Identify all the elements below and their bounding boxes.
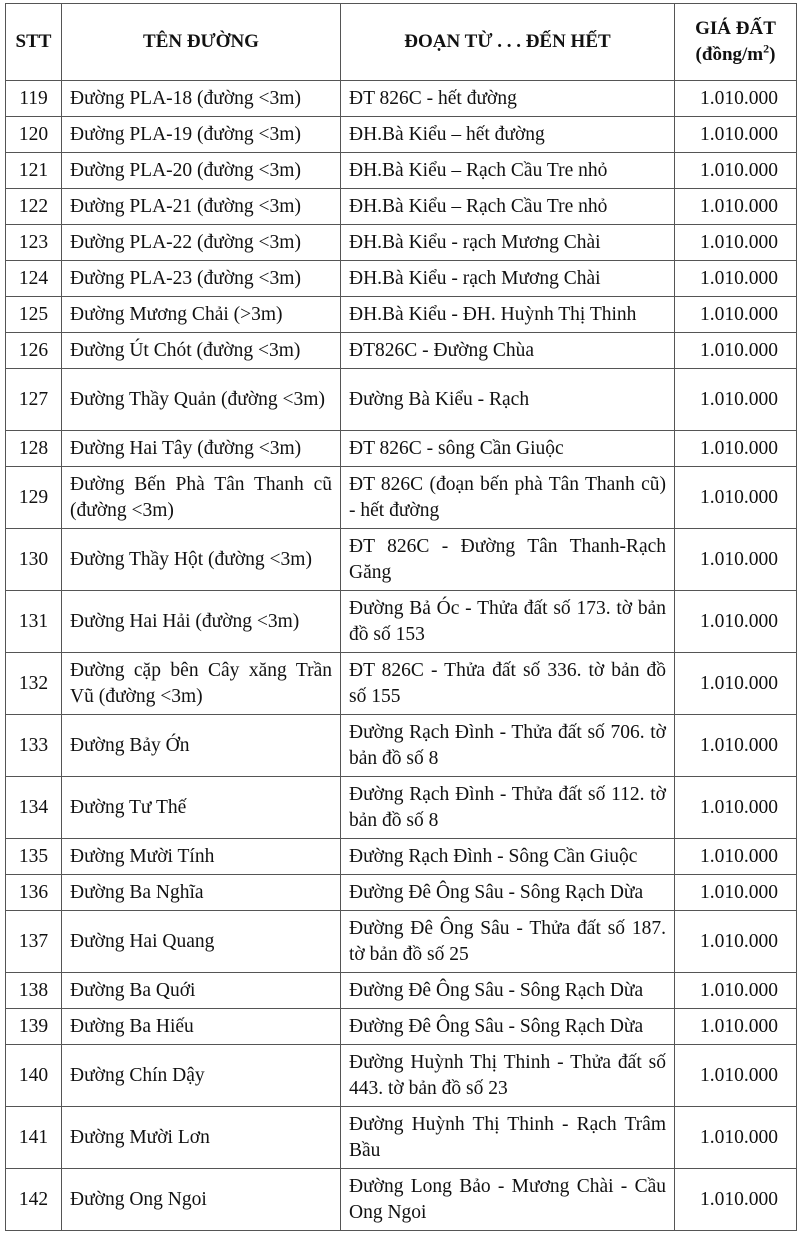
row-route-segment: Đường Bả Óc - Thửa đất số 173. tờ bản đồ số 153 — [341, 591, 675, 653]
table-row — [6, 369, 797, 431]
row-land-price: 1.010.000 — [675, 591, 797, 653]
row-street-name: Đường Thầy Hột (đường <3m) — [62, 529, 341, 591]
header-land-price-unit: $(đồng/m^2)$ — [695, 41, 776, 65]
header-street-name: TÊN ĐƯỜNG — [62, 4, 341, 81]
row-street-name: Đường cặp bên Cây xăng Trần Vũ (đường <3m) — [62, 653, 341, 715]
row-route-segment: ĐT 826C (đoạn bến phà Tân Thanh cũ) - hết đường — [341, 467, 675, 529]
row-street-name: Đường Bến Phà Tân Thanh cũ (đường <3m) — [62, 467, 341, 529]
row-street-name: Đường Hai Hải (đường <3m) — [62, 591, 341, 653]
row-route-segment: ĐH.Bà Kiểu - rạch Mương Chài — [341, 261, 675, 297]
row-route-segment: ĐH.Bà Kiểu – Rạch Cầu Tre nhỏ — [341, 153, 675, 189]
row-route-segment: Đường Long Bảo - Mương Chài - Cầu Ong Ngoi — [341, 1169, 675, 1231]
row-land-price: 1.010.000 — [675, 431, 797, 467]
row-land-price: 1.010.000 — [675, 117, 797, 153]
row-street-name: Đường Út Chót (đường <3m) — [62, 333, 341, 369]
row-street-name: Đường PLA-22 (đường <3m) — [62, 225, 341, 261]
row-street-name: Đường Ba Nghĩa — [62, 875, 341, 911]
row-stt: 142 — [6, 1169, 62, 1231]
row-stt: 132 — [6, 653, 62, 715]
row-route-segment: ĐH.Bà Kiểu - ĐH. Huỳnh Thị Thinh — [341, 297, 675, 333]
row-stt: 139 — [6, 1009, 62, 1045]
row-stt: 141 — [6, 1107, 62, 1169]
row-land-price: 1.010.000 — [675, 467, 797, 529]
row-land-price: 1.010.000 — [675, 1169, 797, 1231]
row-street-name: Đường Thầy Quản (đường <3m) — [62, 369, 341, 431]
row-street-name: Đường Ba Quới — [62, 973, 341, 1009]
row-land-price: 1.010.000 — [675, 777, 797, 839]
row-land-price: 1.010.000 — [675, 1107, 797, 1169]
table-row — [6, 973, 797, 1009]
table-row — [6, 225, 797, 261]
row-street-name: Đường PLA-21 (đường <3m) — [62, 189, 341, 225]
row-stt: 136 — [6, 875, 62, 911]
row-route-segment: ĐT826C - Đường Chùa — [341, 333, 675, 369]
row-stt: 130 — [6, 529, 62, 591]
row-land-price: 1.010.000 — [675, 225, 797, 261]
table-row — [6, 297, 797, 333]
table-row — [6, 839, 797, 875]
row-street-name: Đường Mười Lơn — [62, 1107, 341, 1169]
row-street-name: Đường Tư Thế — [62, 777, 341, 839]
table-row — [6, 1107, 797, 1169]
row-street-name: Đường Chín Dậy — [62, 1045, 341, 1107]
row-route-segment: Đường Huỳnh Thị Thinh - Rạch Trâm Bầu — [341, 1107, 675, 1169]
table-row — [6, 1169, 797, 1231]
row-stt: 134 — [6, 777, 62, 839]
row-street-name: Đường Ba Hiếu — [62, 1009, 341, 1045]
row-stt: 120 — [6, 117, 62, 153]
header-land-price-title: GIÁ ĐẤT — [695, 18, 776, 39]
row-stt: 138 — [6, 973, 62, 1009]
row-street-name: Đường PLA-19 (đường <3m) — [62, 117, 341, 153]
table-row — [6, 715, 797, 777]
table-row — [6, 431, 797, 467]
row-route-segment: ĐT 826C - sông Cần Giuộc — [341, 431, 675, 467]
table-row — [6, 911, 797, 973]
table-row — [6, 875, 797, 911]
table-body — [6, 81, 797, 1231]
row-route-segment: ĐT 826C - hết đường — [341, 81, 675, 117]
header-stt: STT — [6, 4, 62, 81]
row-stt: 140 — [6, 1045, 62, 1107]
table-row — [6, 591, 797, 653]
row-route-segment: Đường Đê Ông Sâu - Sông Rạch Dừa — [341, 973, 675, 1009]
row-route-segment: Đường Đê Ông Sâu - Thửa đất số 187. tờ bản đồ số 25 — [341, 911, 675, 973]
row-route-segment: ĐT 826C - Đường Tân Thanh-Rạch Găng — [341, 529, 675, 591]
row-route-segment: Đường Đê Ông Sâu - Sông Rạch Dừa — [341, 1009, 675, 1045]
row-route-segment: Đường Rạch Đình - Thửa đất số 706. tờ bản đồ số 8 — [341, 715, 675, 777]
table-row — [6, 117, 797, 153]
header-land-price — [675, 4, 797, 81]
header-route-segment: ĐOẠN TỪ . . . ĐẾN HẾT — [341, 4, 675, 81]
row-land-price: 1.010.000 — [675, 81, 797, 117]
row-land-price: 1.010.000 — [675, 261, 797, 297]
row-land-price: 1.010.000 — [675, 297, 797, 333]
row-route-segment: Đường Đê Ông Sâu - Sông Rạch Dừa — [341, 875, 675, 911]
row-stt: 128 — [6, 431, 62, 467]
table-row — [6, 153, 797, 189]
row-street-name: Đường Mương Chải (>3m) — [62, 297, 341, 333]
row-route-segment: Đường Bà Kiểu - Rạch — [341, 369, 675, 431]
table-row — [6, 467, 797, 529]
row-street-name: Đường Mười Tính — [62, 839, 341, 875]
row-land-price: 1.010.000 — [675, 1009, 797, 1045]
row-stt: 137 — [6, 911, 62, 973]
table-row — [6, 777, 797, 839]
table-row — [6, 333, 797, 369]
row-stt: 133 — [6, 715, 62, 777]
row-street-name: Đường Hai Quang — [62, 911, 341, 973]
table-row — [6, 529, 797, 591]
row-stt: 129 — [6, 467, 62, 529]
row-street-name: Đường Bảy Ớn — [62, 715, 341, 777]
table-row — [6, 1009, 797, 1045]
row-land-price: 1.010.000 — [675, 839, 797, 875]
table-row — [6, 653, 797, 715]
row-stt: 121 — [6, 153, 62, 189]
row-land-price: 1.010.000 — [675, 1045, 797, 1107]
row-stt: 135 — [6, 839, 62, 875]
row-street-name: Đường PLA-20 (đường <3m) — [62, 153, 341, 189]
row-stt: 127 — [6, 369, 62, 431]
row-route-segment: Đường Huỳnh Thị Thinh - Thửa đất số 443. tờ bản đồ số 23 — [341, 1045, 675, 1107]
row-route-segment: Đường Rạch Đình - Thửa đất số 112. tờ bản đồ số 8 — [341, 777, 675, 839]
row-land-price: 1.010.000 — [675, 529, 797, 591]
row-stt: 124 — [6, 261, 62, 297]
row-land-price: 1.010.000 — [675, 911, 797, 973]
table-row — [6, 1045, 797, 1107]
table-row — [6, 261, 797, 297]
table-row — [6, 189, 797, 225]
table-row — [6, 81, 797, 117]
row-land-price: 1.010.000 — [675, 715, 797, 777]
row-route-segment: ĐH.Bà Kiểu – hết đường — [341, 117, 675, 153]
row-land-price: 1.010.000 — [675, 189, 797, 225]
row-stt: 123 — [6, 225, 62, 261]
row-land-price: 1.010.000 — [675, 653, 797, 715]
row-land-price: 1.010.000 — [675, 973, 797, 1009]
row-route-segment: Đường Rạch Đình - Sông Cần Giuộc — [341, 839, 675, 875]
row-route-segment: ĐH.Bà Kiểu - rạch Mương Chài — [341, 225, 675, 261]
row-stt: 122 — [6, 189, 62, 225]
row-street-name: Đường PLA-18 (đường <3m) — [62, 81, 341, 117]
row-stt: 126 — [6, 333, 62, 369]
row-street-name: Đường Hai Tây (đường <3m) — [62, 431, 341, 467]
row-stt: 119 — [6, 81, 62, 117]
row-land-price: 1.010.000 — [675, 369, 797, 431]
land-price-table — [5, 3, 797, 1231]
row-route-segment: ĐT 826C - Thửa đất số 336. tờ bản đồ số 155 — [341, 653, 675, 715]
row-land-price: 1.010.000 — [675, 875, 797, 911]
row-stt: 125 — [6, 297, 62, 333]
row-stt: 131 — [6, 591, 62, 653]
table-header — [6, 4, 797, 81]
row-land-price: 1.010.000 — [675, 153, 797, 189]
row-land-price: 1.010.000 — [675, 333, 797, 369]
row-street-name: Đường PLA-23 (đường <3m) — [62, 261, 341, 297]
row-street-name: Đường Ong Ngoi — [62, 1169, 341, 1231]
row-route-segment: ĐH.Bà Kiểu – Rạch Cầu Tre nhỏ — [341, 189, 675, 225]
